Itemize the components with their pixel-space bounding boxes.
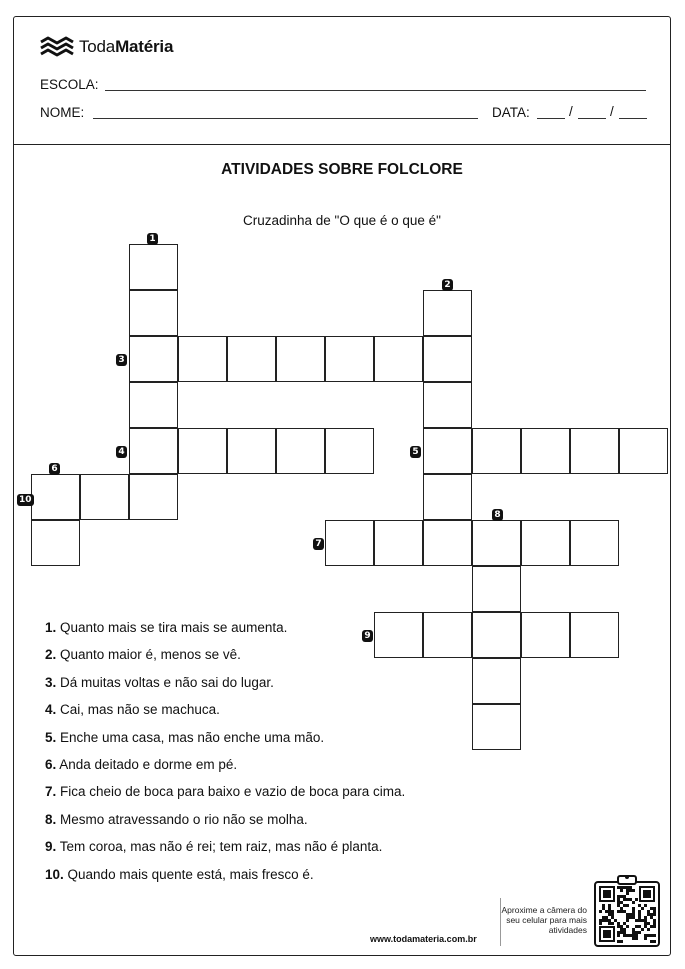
escola-label: ESCOLA: <box>40 77 99 92</box>
crossword-cell[interactable] <box>227 336 276 382</box>
crossword-cell[interactable] <box>80 474 129 520</box>
crossword-cell[interactable] <box>570 428 619 474</box>
data-day-line[interactable] <box>537 118 565 119</box>
crossword-cell[interactable] <box>325 336 374 382</box>
crossword-cell[interactable] <box>423 612 472 658</box>
clue-text: Quanto maior é, menos se vê. <box>56 647 241 663</box>
crossword-cell[interactable] <box>276 428 325 474</box>
crossword-subtitle: Cruzadinha de "O que é o que é" <box>243 213 441 228</box>
clue-item <box>45 812 308 827</box>
clue-number: 9. <box>45 839 57 855</box>
crossword-cell[interactable] <box>472 612 521 658</box>
clue-number: 8. <box>45 811 57 827</box>
nome-label: NOME: <box>40 105 85 120</box>
clue-item <box>45 867 314 882</box>
clue-item <box>45 784 405 799</box>
clue-number: 3. <box>45 674 57 690</box>
crossword-cell[interactable] <box>521 612 570 658</box>
clue-item <box>45 730 324 745</box>
clue-number-10: 10 <box>19 495 32 505</box>
brand-name: TodaMatéria <box>79 37 174 56</box>
crossword-cell[interactable] <box>423 336 472 382</box>
crossword-cell[interactable] <box>129 336 178 382</box>
crossword-cell[interactable] <box>472 428 521 474</box>
clue-number: 10. <box>45 866 64 882</box>
clue-number-8: 8 <box>492 509 503 521</box>
clue-text: Dá muitas voltas e não sai do lugar. <box>56 674 274 690</box>
crossword-cell[interactable] <box>472 566 521 612</box>
clue-number: 4. <box>45 702 57 718</box>
crossword-cell[interactable] <box>325 520 374 566</box>
clue-text: Tem coroa, mas não é rei; tem raiz, mas não é planta. <box>56 839 383 855</box>
crossword-cell[interactable] <box>619 428 668 474</box>
crossword-cell[interactable] <box>31 520 80 566</box>
crossword-cell[interactable] <box>423 474 472 520</box>
crossword-cell[interactable] <box>472 520 521 566</box>
crossword-cell[interactable] <box>178 428 227 474</box>
clue-text: Quanto mais se tira mais se aumenta. <box>56 620 288 635</box>
escola-line[interactable] <box>105 90 646 91</box>
crossword-cell[interactable] <box>276 336 325 382</box>
clue-number-9: 9 <box>362 630 373 642</box>
clue-text: Anda deitado e dorme em pé. <box>56 757 238 772</box>
clue-number-4: 4 <box>116 446 127 458</box>
crossword-cell[interactable] <box>472 704 521 750</box>
clue-number: 1. <box>45 620 57 635</box>
clue-item <box>45 757 237 772</box>
clue-number-5: 5 <box>410 446 421 458</box>
crossword-cell[interactable] <box>374 612 423 658</box>
crossword-cell[interactable] <box>570 520 619 566</box>
clue-text: Cai, mas não se machuca. <box>56 702 220 718</box>
clue-number-6: 6 <box>49 463 60 475</box>
crossword-cell[interactable] <box>129 244 178 290</box>
clue-text: Mesmo atravessando o rio não se molha. <box>56 811 308 827</box>
data-year-line[interactable] <box>619 118 647 119</box>
clue-text: Quando mais quente está, mais fresco é. <box>63 866 314 882</box>
clue-number-7: 7 <box>313 538 324 550</box>
clue-item <box>45 839 382 854</box>
clue-item <box>45 675 274 690</box>
qr-code-icon <box>594 873 660 947</box>
clue-text: Enche uma casa, mas não enche uma mão. <box>56 729 325 745</box>
clue-item <box>45 702 220 717</box>
crossword-cell[interactable] <box>129 382 178 428</box>
data-month-line[interactable] <box>578 118 606 119</box>
page-title: ATIVIDADES SOBRE FOLCLORE <box>221 161 463 178</box>
crossword-cell[interactable] <box>570 612 619 658</box>
crossword-cell[interactable] <box>472 658 521 704</box>
clue-number: 5. <box>45 729 57 745</box>
crossword-cell[interactable] <box>129 290 178 336</box>
nome-line[interactable] <box>93 118 478 119</box>
brand-logo <box>40 36 173 58</box>
crossword-cell[interactable] <box>129 428 178 474</box>
date-slash-1: / <box>569 104 573 119</box>
crossword-cell[interactable] <box>423 382 472 428</box>
clue-item <box>45 620 287 635</box>
clue-number-2: 2 <box>442 279 453 291</box>
crossword-cell[interactable] <box>178 336 227 382</box>
crossword-cell[interactable] <box>521 428 570 474</box>
crossword-cell[interactable] <box>423 428 472 474</box>
clue-text: Fica cheio de boca para baixo e vazio de boca para cima. <box>56 784 406 800</box>
qr-instruction: Aproxime a câmera do seu celular para mais atividades <box>501 905 587 935</box>
date-slash-2: / <box>610 104 614 119</box>
clue-number: 7. <box>45 784 57 800</box>
clue-number-3: 3 <box>116 354 127 366</box>
crossword-cell[interactable] <box>423 290 472 336</box>
data-label: DATA: <box>492 105 530 120</box>
crossword-cell[interactable] <box>423 520 472 566</box>
todamateria-logo-icon <box>40 36 74 58</box>
crossword-cell[interactable] <box>521 520 570 566</box>
clue-number: 6. <box>45 757 57 772</box>
crossword-cell[interactable] <box>374 336 423 382</box>
clue-item <box>45 647 241 662</box>
crossword-cell[interactable] <box>374 520 423 566</box>
crossword-cell[interactable] <box>129 474 178 520</box>
website-url: www.todamateria.com.br <box>370 934 477 944</box>
clue-number-1: 1 <box>147 233 158 245</box>
crossword-cell[interactable] <box>31 474 80 520</box>
crossword-cell[interactable] <box>227 428 276 474</box>
clue-number: 2. <box>45 647 57 663</box>
header-divider <box>13 144 671 145</box>
crossword-cell[interactable] <box>325 428 374 474</box>
